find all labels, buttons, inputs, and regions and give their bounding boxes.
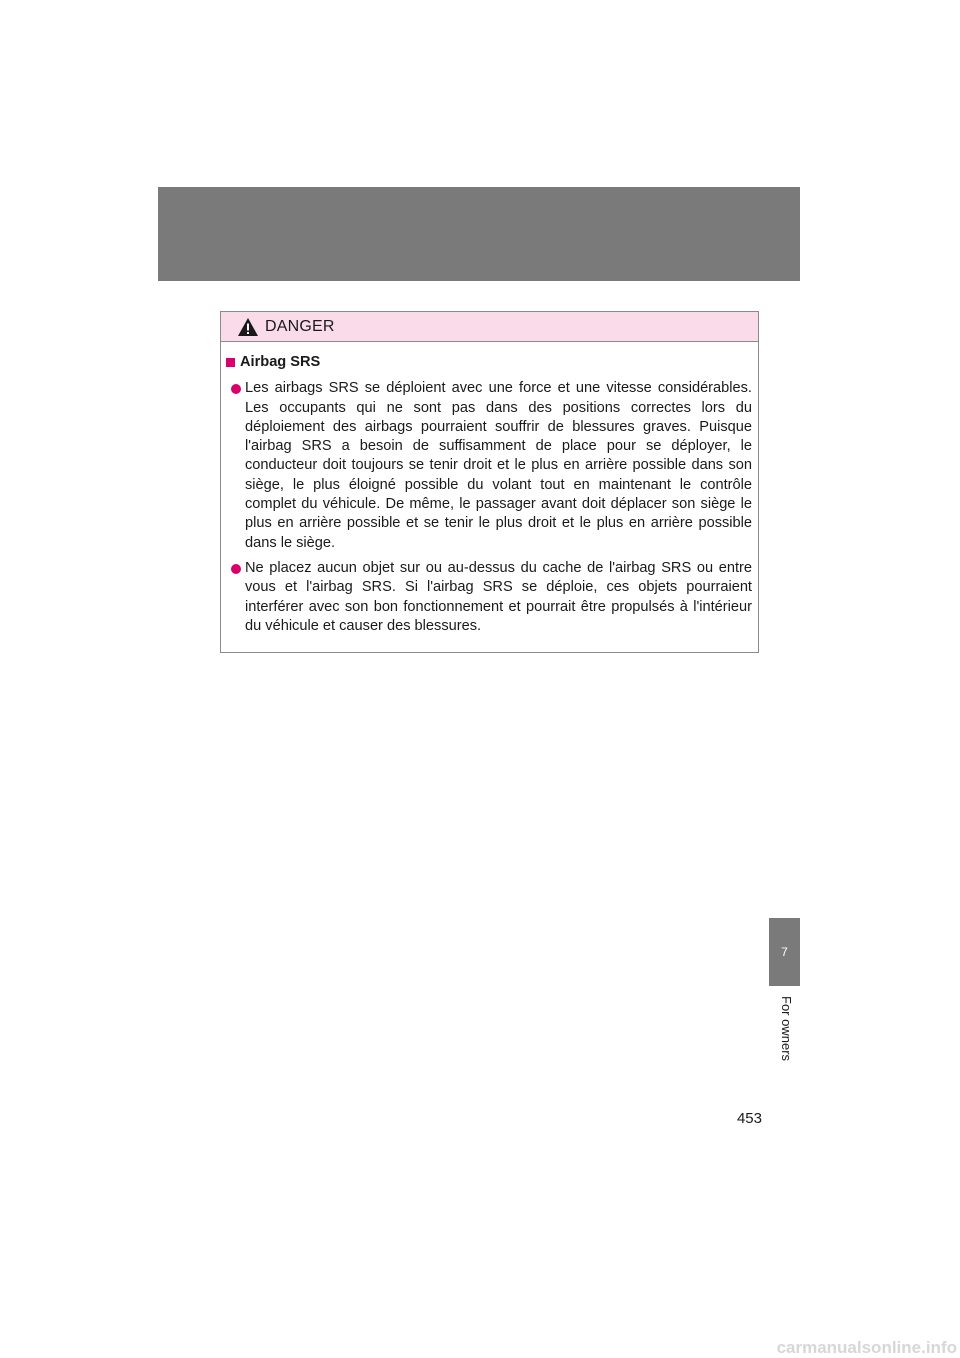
list-item-text: Les airbags SRS se déploient avec une force et une vitesse considérables. Les occupants qui ne sont pas dans des positions correctes lors du déploiement des airbags pourraient souffrir de blessures graves. Puisque l'airbag SRS a besoin de suffisamment de place pour se déployer, le conducteur doit toujours se tenir droit et le plus en arrière possible dans son siège, le plus éloigné possible du volant tout en maintenant le contrôle complet du véhicule. De même, le passager avant doit déplacer son siège le plus en arrière possible et se tenir le plus droit et le plus en arrière possible dans le siège. bbox=[245, 380, 752, 551]
circle-bullet-icon bbox=[231, 384, 241, 394]
warning-triangle-icon bbox=[237, 317, 259, 337]
danger-box bbox=[220, 311, 759, 653]
section-title: Airbag SRS bbox=[240, 354, 321, 370]
chapter-tab bbox=[769, 918, 800, 986]
danger-title: DANGER bbox=[265, 317, 335, 335]
danger-body bbox=[221, 342, 758, 636]
chapter-header-bar bbox=[158, 187, 800, 281]
square-bullet-icon bbox=[226, 358, 235, 367]
list-item-text: Ne placez aucun objet sur ou au-dessus du cache de l'airbag SRS ou entre vous et l'airbag SRS. Si l'airbag SRS se déploie, ces objets pourraient interférer avec son bon fonctionnement et pourrait être propulsés à l'intérieur du véhicule et causer des blessures. bbox=[245, 559, 752, 634]
danger-header bbox=[221, 312, 758, 342]
list-item bbox=[226, 559, 752, 636]
chapter-number: 7 bbox=[781, 945, 788, 959]
watermark: carmanualsonline.info bbox=[776, 1338, 957, 1357]
chapter-label: For owners bbox=[779, 996, 794, 1062]
section-heading bbox=[226, 353, 752, 372]
page-number: 453 bbox=[736, 1110, 762, 1127]
list-item bbox=[226, 379, 752, 553]
circle-bullet-icon bbox=[231, 564, 241, 574]
